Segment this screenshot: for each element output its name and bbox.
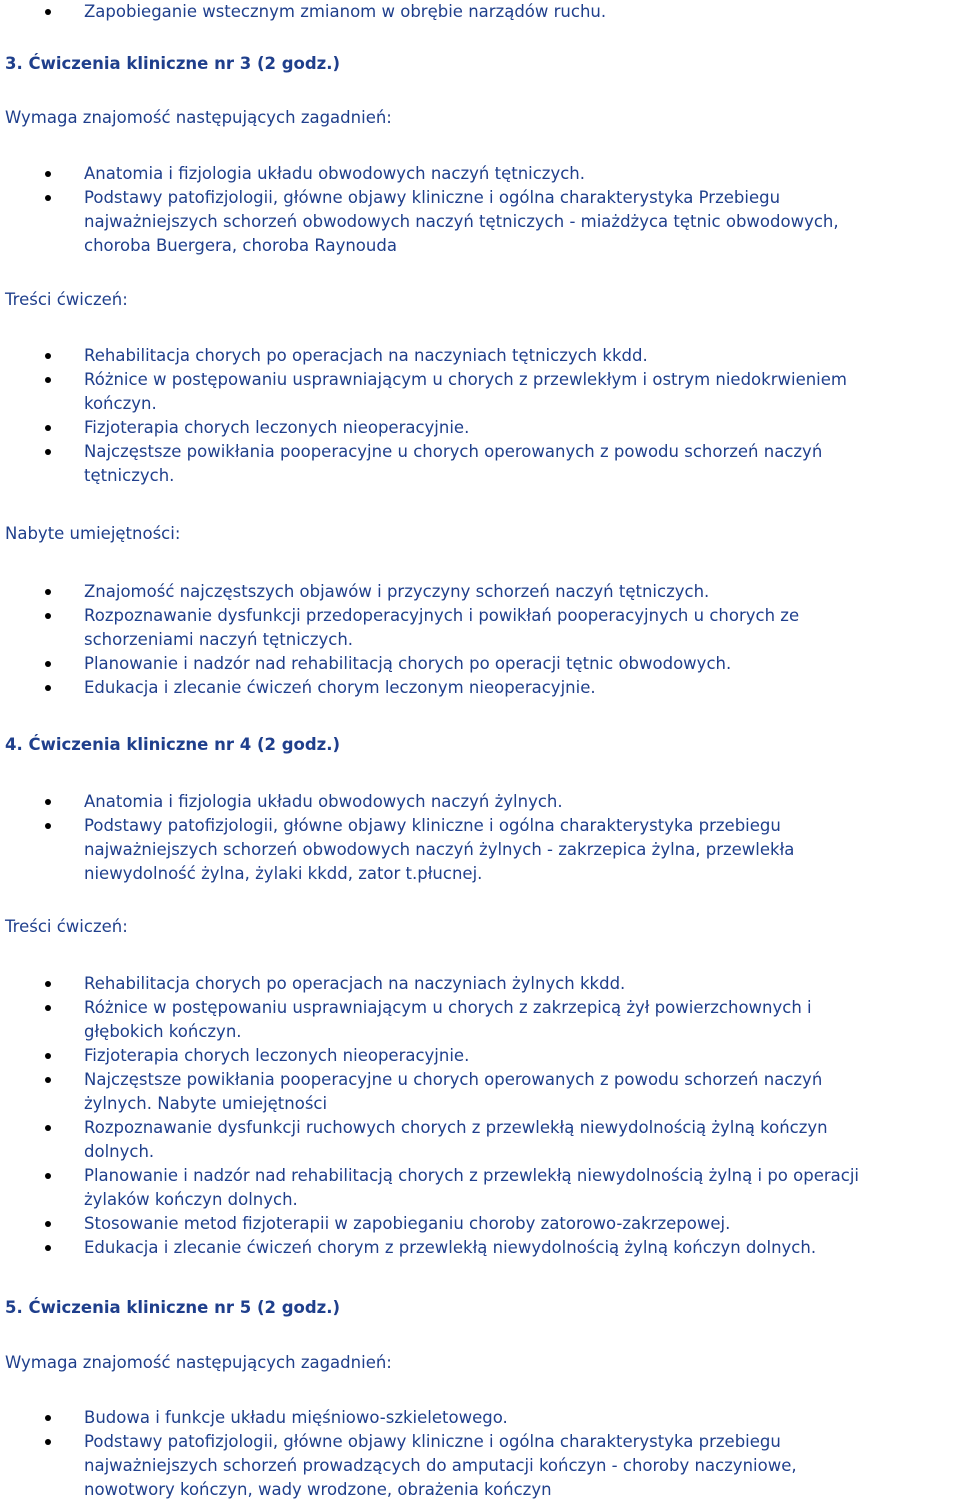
list-item-text: Różnice w postępowaniu usprawniającym u chorych z zakrzepicą żył powierzchownych i głębokich kończyn. (84, 998, 812, 1041)
list-item-text: Edukacja i zlecanie ćwiczeń chorym leczonym nieoperacyjnie. (84, 678, 596, 697)
list-item-text: Edukacja i zlecanie ćwiczeń chorym z przewlekłą niewydolnością żylną kończyn dolnych. (84, 1238, 817, 1257)
list-item-text: Najczęstsze powikłania pooperacyjne u chorych operowanych z powodu schorzeń naczyń żylnych. Nabyte umiejętności (84, 1070, 823, 1113)
bullet-icon (45, 449, 51, 455)
list-item (0, 1164, 960, 1212)
bullet-icon (45, 1125, 51, 1131)
list-item-text: Planowanie i nadzór nad rehabilitacją chorych po operacji tętnic obwodowych. (84, 654, 732, 673)
list-item-text: Rozpoznawanie dysfunkcji przedoperacyjnych i powikłań pooperacyjnych u chorych ze schorzeniami naczyń tętniczych. (84, 606, 800, 649)
list-item-text: Rehabilitacja chorych po operacjach na naczyniach żylnych kkdd. (84, 974, 626, 993)
bullet-list (0, 0, 960, 24)
list-item (0, 790, 960, 814)
list-item (0, 1236, 960, 1260)
list-item-text: Znajomość najczęstszych objawów i przyczyny schorzeń naczyń tętniczych. (84, 582, 710, 601)
bullet-icon (45, 1245, 51, 1251)
bullet-icon (45, 1005, 51, 1011)
bullet-icon (45, 1221, 51, 1227)
section-3-content-label: Treści ćwiczeń: (5, 290, 128, 309)
bullet-icon (45, 1415, 51, 1421)
bullet-icon (45, 353, 51, 359)
list-item (0, 368, 960, 416)
list-item-text: Fizjoterapia chorych leczonych nieoperacyjnie. (84, 418, 470, 437)
list-item (0, 814, 960, 886)
bullet-icon (45, 425, 51, 431)
bullet-icon (45, 661, 51, 667)
bullet-icon (45, 685, 51, 691)
list-item-text: Budowa i funkcje układu mięśniowo-szkieletowego. (84, 1408, 508, 1427)
bullet-icon (45, 823, 51, 829)
list-item (0, 652, 960, 676)
section-3-skills-label: Nabyte umiejętności: (5, 524, 181, 543)
list-item (0, 1212, 960, 1236)
bullet-icon (45, 981, 51, 987)
list-item (0, 1068, 960, 1116)
section-5-requirements-list (0, 1406, 960, 1502)
list-item (0, 1430, 960, 1502)
list-item (0, 416, 960, 440)
section-4-content-label: Treści ćwiczeń: (5, 917, 128, 936)
list-item-text: Anatomia i fizjologia układu obwodowych naczyń tętniczych. (84, 164, 586, 183)
section-3-skills-list (0, 580, 960, 700)
section-3-content-list (0, 344, 960, 488)
bullet-icon (45, 613, 51, 619)
list-item-text: Stosowanie metod fizjoterapii w zapobieganiu choroby zatorowo-zakrzepowej. (84, 1214, 731, 1233)
list-item-text: Najczęstsze powikłania pooperacyjne u chorych operowanych z powodu schorzeń naczyń tętniczych. (84, 442, 823, 485)
bullet-icon (45, 589, 51, 595)
list-item (0, 1044, 960, 1068)
list-item-text: Podstawy patofizjologii, główne objawy kliniczne i ogólna charakterystyka Przebiegu najważniejszych schorzeń obwodowych naczyń tętniczych - miażdżyca tętnic obwodowych, choroba Buergera, choroba Raynouda (84, 188, 839, 255)
section-3-requirements-label: Wymaga znajomość następujących zagadnień: (5, 108, 392, 127)
list-item-text: Fizjoterapia chorych leczonych nieoperacyjnie. (84, 1046, 470, 1065)
list-item-text: Anatomia i fizjologia układu obwodowych naczyń żylnych. (84, 792, 563, 811)
list-item (0, 972, 960, 996)
list-item (0, 344, 960, 368)
bullet-icon (45, 1173, 51, 1179)
section-5-heading: 5. Ćwiczenia kliniczne nr 5 (2 godz.) (5, 1298, 341, 1317)
list-item-text: Podstawy patofizjologii, główne objawy kliniczne i ogólna charakterystyka przebiegu najważniejszych schorzeń prowadzących do amputacji kończyn - choroby naczyniowe, nowotwory kończyn, wady wrodzone, obrażenia kończyn (84, 1432, 797, 1499)
list-item-text: Różnice w postępowaniu usprawniającym u chorych z przewlekłym i ostrym niedokrwieniem kończyn. (84, 370, 847, 413)
section-3-heading: 3. Ćwiczenia kliniczne nr 3 (2 godz.) (5, 54, 341, 73)
section-4-requirements-list (0, 790, 960, 886)
list-item (0, 440, 960, 488)
list-item-text: Rehabilitacja chorych po operacjach na naczyniach tętniczych kkdd. (84, 346, 648, 365)
list-item-text: Podstawy patofizjologii, główne objawy kliniczne i ogólna charakterystyka przebiegu najważniejszych schorzeń obwodowych naczyń żylnych - zakrzepica żylna, przewlekła niewydolność żylna, żylaki kkdd, zator t.płucnej. (84, 816, 795, 883)
section-4-content-list (0, 972, 960, 1260)
list-item (0, 996, 960, 1044)
list-item (0, 0, 960, 24)
list-item (0, 604, 960, 652)
list-item-text: Rozpoznawanie dysfunkcji ruchowych chorych z przewlekłą niewydolnością żylną kończyn dolnych. (84, 1118, 828, 1161)
section-4-heading: 4. Ćwiczenia kliniczne nr 4 (2 godz.) (5, 735, 341, 754)
list-item (0, 676, 960, 700)
bullet-icon (45, 1053, 51, 1059)
list-item (0, 1116, 960, 1164)
bullet-icon (45, 1439, 51, 1445)
section-5-requirements-label: Wymaga znajomość następujących zagadnień: (5, 1353, 392, 1372)
list-item (0, 1406, 960, 1430)
bullet-icon (45, 377, 51, 383)
bullet-icon (45, 799, 51, 805)
bullet-icon (45, 9, 51, 15)
list-item (0, 580, 960, 604)
list-item-text: Planowanie i nadzór nad rehabilitacją chorych z przewlekłą niewydolnością żylną i po operacji żylaków kończyn dolnych. (84, 1166, 859, 1209)
bullet-icon (45, 195, 51, 201)
bullet-icon (45, 1077, 51, 1083)
list-item (0, 186, 960, 258)
list-item-text: Zapobieganie wstecznym zmianom w obrębie narządów ruchu. (84, 2, 607, 21)
section-3-requirements-list (0, 162, 960, 258)
list-item (0, 162, 960, 186)
bullet-icon (45, 171, 51, 177)
